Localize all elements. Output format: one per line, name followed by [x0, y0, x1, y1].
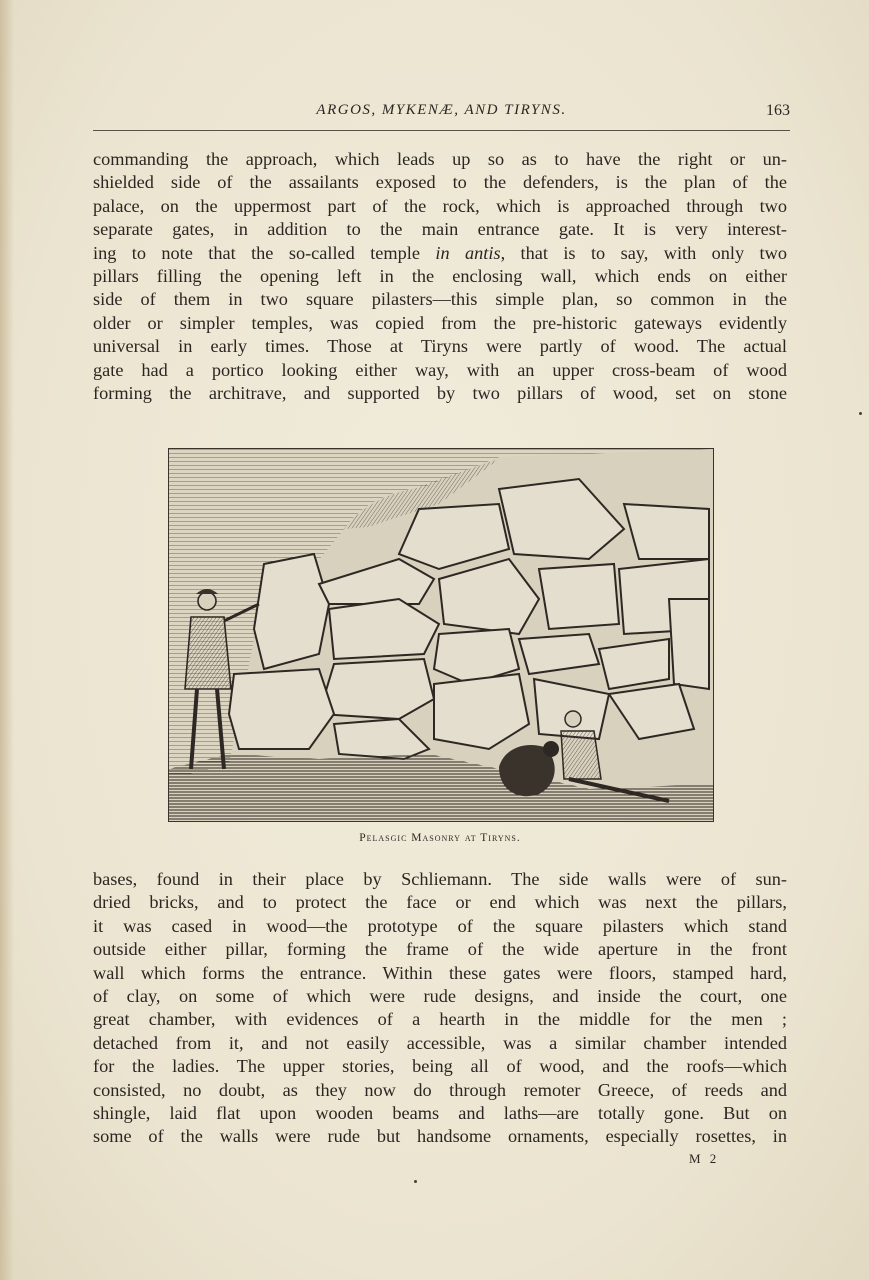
text-line: gate had a portico looking either way, with an upper cross-beam of wood	[93, 359, 787, 380]
text-line: universal in early times. Those at Tiryns were partly of wood. The actual	[93, 336, 787, 357]
text-line: it was cased in wood—the prototype of the square pilasters which stand	[93, 915, 787, 936]
text-line: of clay, on some of which were rude designs, and inside the court, one	[93, 986, 787, 1007]
ink-speck	[414, 1180, 417, 1183]
text-line-italic: ing to note that the so-called temple in antis, that is to say, with only two	[93, 242, 787, 263]
pelasgic-masonry-illustration	[169, 449, 713, 821]
gutter-shadow	[0, 0, 14, 1280]
text-line: pillars filling the opening left in the enclosing wall, which ends on either	[93, 266, 787, 287]
text-line: palace, on the uppermost part of the rock, which is approached through two	[93, 195, 787, 216]
header-rule	[93, 130, 790, 131]
figure-caption: Pelasgic Masonry at Tiryns.	[359, 832, 521, 844]
text-line: great chamber, with evidences of a hearth in the middle for the men ;	[93, 1009, 787, 1030]
text-line: commanding the approach, which leads up so as to have the right or un-	[93, 149, 787, 169]
text-line: some of the walls were rude but handsome ornaments, especially rosettes, in	[93, 1126, 787, 1147]
signature-mark: M 2	[689, 1151, 720, 1166]
italic-phrase: in antis	[435, 242, 501, 263]
text-line: forming the architrave, and supported by two pillars of wood, set on stone	[93, 383, 787, 404]
running-head: ARGOS, MYKENÆ, AND TIRYNS.	[316, 102, 567, 118]
engraving-figure	[168, 448, 714, 822]
text-line: shielded side of the assailants exposed to the defenders, is the plan of the	[93, 172, 787, 193]
text-line: shingle, laid flat upon wooden beams and laths—are totally gone. But on	[93, 1103, 787, 1124]
text-line: consisted, no doubt, as they now do through remoter Greece, of reeds and	[93, 1079, 787, 1100]
page-number: 163	[766, 102, 790, 119]
text-line: for the ladies. The upper stories, being all of wood, and the roofs—which	[93, 1056, 787, 1077]
text-line: wall which forms the entrance. Within these gates were floors, stamped hard,	[93, 962, 787, 983]
ink-speck	[859, 412, 862, 415]
text-line: detached from it, and not easily accessible, was a similar chamber intended	[93, 1032, 787, 1053]
paragraph-bottom	[93, 868, 787, 1149]
text-line: dried bricks, and to protect the face or end which was next the pillars,	[93, 892, 787, 913]
text-line: bases, found in their place by Schliemann. The side walls were of sun-	[93, 869, 787, 889]
text-line: side of them in two square pilasters—this simple plan, so common in the	[93, 289, 787, 310]
text-line: outside either pillar, forming the frame of the wide aperture in the front	[93, 939, 787, 960]
text-line: older or simpler temples, was copied from the pre-historic gateways evidently	[93, 312, 787, 333]
page-header	[93, 100, 790, 124]
text-line: separate gates, in addition to the main entrance gate. It is very interest-	[93, 219, 787, 240]
paragraph-top	[93, 148, 787, 405]
